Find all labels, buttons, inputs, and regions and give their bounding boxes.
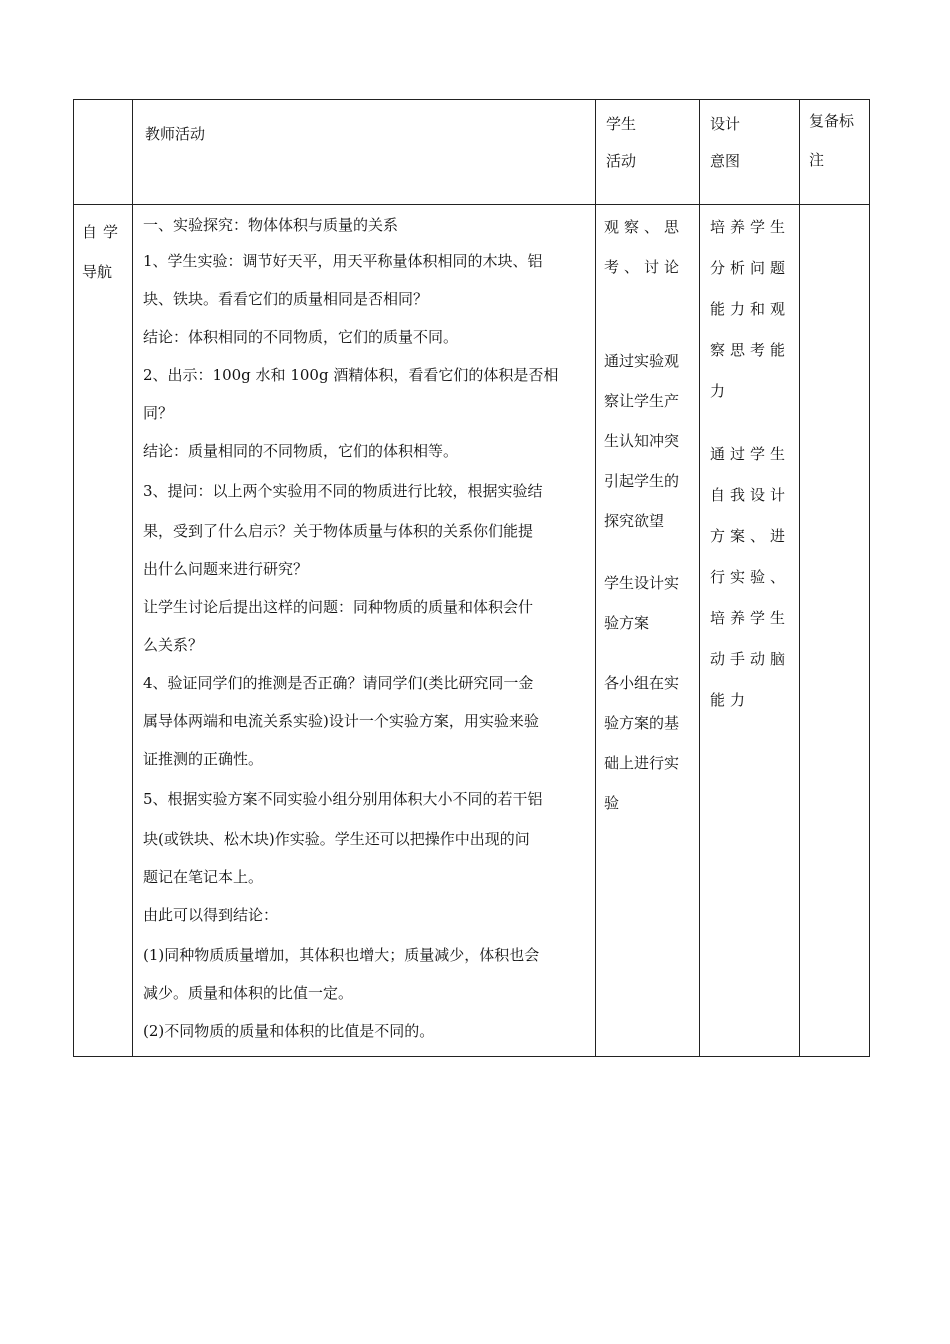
design-line: 方案、进 (710, 527, 791, 545)
teacher-line: 出什么问题来进行研究？ (143, 560, 309, 578)
teacher-line: 么关系？ (143, 636, 204, 654)
teacher-line: 减少。质量和体积的比值一定。 (143, 984, 354, 1002)
header-remark (800, 100, 870, 205)
design-analysis-block (710, 207, 793, 412)
teacher-line: 4、验证同学们的推测是否正确？请同学们(类比研究同一金 (143, 674, 534, 692)
student-line: 础上进行实 (604, 754, 680, 772)
design-line: 行实验、 (710, 568, 791, 586)
teacher-line: 题记在笔记本上。 (143, 868, 264, 886)
header-design-intent (700, 100, 800, 205)
student-line: 验方案 (604, 614, 650, 632)
remark-cell (800, 205, 870, 1057)
teacher-line: 5、根据实验方案不同实验小组分别用体积大小不同的若干铝 (143, 790, 543, 808)
student-line: 验 (604, 794, 620, 812)
header-blank-cell (74, 100, 133, 205)
header-student-line2: 活动 (606, 152, 637, 170)
teacher-line: 结论：体积相同的不同物质，它们的质量不同。 (143, 328, 459, 346)
header-student-activity (596, 100, 700, 205)
header-remark-line2: 注 (809, 151, 825, 169)
design-line: 能力和观 (710, 300, 791, 318)
header-design-line1: 设计 (710, 115, 741, 133)
student-observe-block (604, 207, 693, 287)
design-line: 通过学生 (710, 445, 791, 463)
student-line: 通过实验观 (604, 352, 680, 370)
table-header-row (74, 100, 870, 205)
student-group-block (604, 663, 693, 823)
teacher-line: 属导体两端和电流关系实验)设计一个实验方案，用实验来验 (143, 712, 539, 730)
side-label-line2: 导航 (82, 263, 113, 281)
teacher-line: 3、提问：以上两个实验用不同的物质进行比较，根据实验结 (143, 482, 543, 500)
teacher-line: 证推测的正确性。 (143, 750, 264, 768)
header-teacher-label: 教师活动 (145, 125, 206, 143)
teacher-line: 让学生讨论后提出这样的问题：同种物质的质量和体积会什 (143, 598, 534, 616)
design-line: 动手动脑 (710, 650, 791, 668)
design-line: 能力 (710, 691, 751, 709)
student-line: 验方案的基 (604, 714, 680, 732)
student-line: 生认知冲突 (604, 432, 680, 450)
header-design-line2: 意图 (710, 152, 741, 170)
design-hands-on-block (710, 434, 793, 721)
student-line: 探究欲望 (604, 512, 665, 530)
header-remark-line1: 复备标 (809, 112, 855, 130)
teacher-line: 2、出示：100g 水和 100g 酒精体积，看看它们的体积是否相 (143, 366, 559, 384)
design-line: 培养学生 (710, 218, 791, 236)
student-design-block (604, 563, 693, 643)
teacher-line: (1)同种物质质量增加，其体积也增大；质量减少，体积也会 (143, 946, 540, 964)
teacher-line: 1、学生实验：调节好天平，用天平称量体积相同的木块、铝 (143, 252, 543, 270)
design-line: 察思考能 (710, 341, 791, 359)
student-activity-cell (596, 205, 700, 1057)
side-label-cell (74, 205, 133, 1057)
teacher-line: (2)不同物质的质量和体积的比值是不同的。 (143, 1022, 435, 1040)
design-intent-cell (700, 205, 800, 1057)
teacher-activity-cell (133, 205, 596, 1057)
teacher-line: 同？ (143, 404, 174, 422)
table-body-row (74, 205, 870, 1057)
teacher-line: 块、铁块。看看它们的质量相同是否相同？ (143, 290, 429, 308)
student-line: 考、讨论 (604, 258, 685, 276)
student-line: 引起学生的 (604, 472, 680, 490)
lesson-plan-table (73, 99, 870, 1057)
student-line: 察让学生产 (604, 392, 680, 410)
header-teacher-activity (133, 100, 596, 205)
teacher-line: 由此可以得到结论： (143, 906, 279, 924)
student-line: 学生设计实 (604, 574, 680, 592)
student-line: 各小组在实 (604, 674, 680, 692)
side-label-line1: 自学 (82, 223, 125, 241)
teacher-line: 一、实验探究：物体体积与质量的关系 (143, 216, 399, 234)
design-line: 自我设计 (710, 486, 791, 504)
design-line: 力 (710, 382, 731, 400)
teacher-line: 块(或铁块、松木块)作实验。学生还可以把操作中出现的问 (143, 830, 530, 848)
student-experiment-block (604, 341, 693, 541)
teacher-line: 果，受到了什么启示？关于物体质量与体积的关系你们能提 (143, 522, 534, 540)
teacher-line: 结论：质量相同的不同物质，它们的体积相等。 (143, 442, 459, 460)
student-line: 观察、思 (604, 218, 685, 236)
design-line: 分析问题 (710, 259, 791, 277)
header-student-line1: 学生 (606, 115, 637, 133)
design-line: 培养学生 (710, 609, 791, 627)
